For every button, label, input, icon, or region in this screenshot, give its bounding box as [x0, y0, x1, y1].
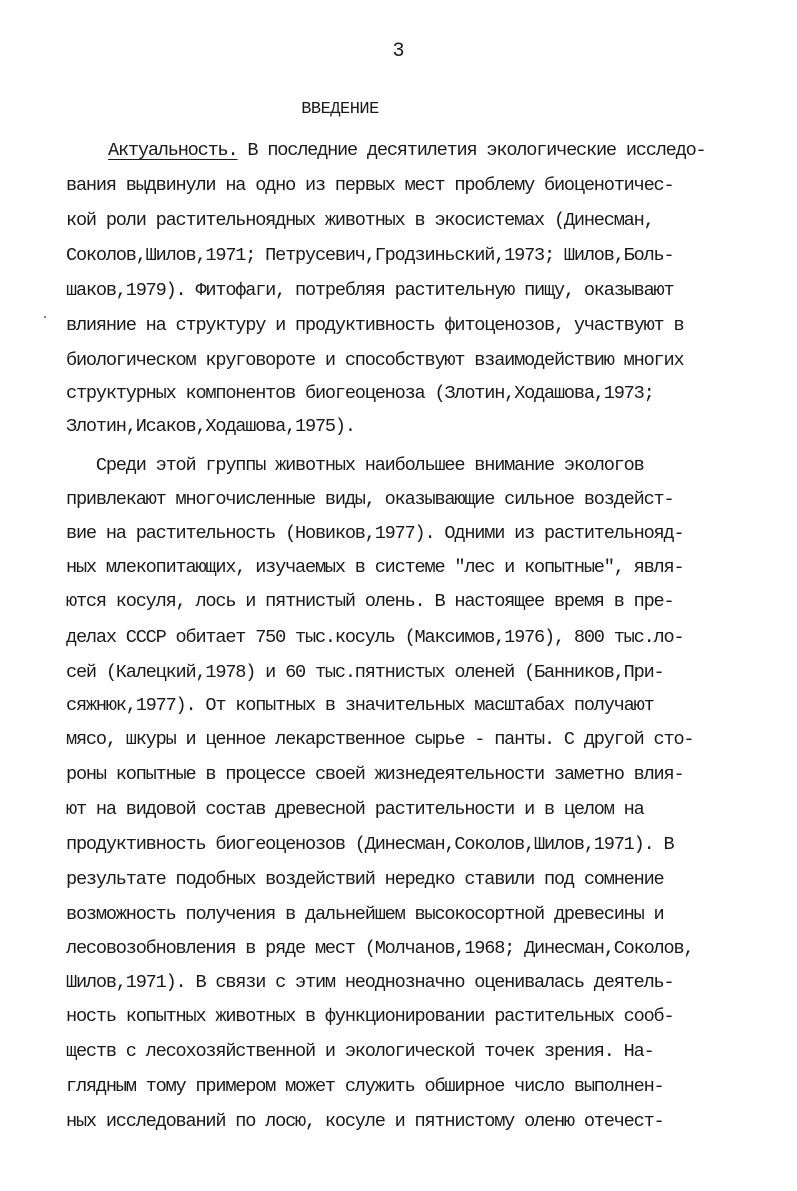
lead-term: Актуальность. — [108, 140, 238, 161]
paragraph2-line: глядным тому примером может служить обширное число выполнен- — [66, 1076, 664, 1097]
paragraph2-line: Шилов,1971). В связи с этим неоднозначно оценивалась деятель- — [66, 972, 674, 993]
paragraph2-line: возможность получения в дальнейшем высокосортной древесины и — [66, 904, 664, 925]
paragraph2-line: продуктивность биогеоценозов (Динесман,Соколов,Шилов,1971). В — [66, 834, 674, 855]
paragraph1-line: кой роли растительноядных животных в экосистемах (Динесман, — [66, 210, 654, 231]
paragraph1-line: шаков,1979). Фитофаги, потребляя растительную пищу, оказывают — [66, 280, 674, 301]
paragraph2-line: ются косуля, лось и пятнистый олень. В настоящее время в пре- — [66, 591, 674, 612]
paragraph2-line: сей (Калецкий,1978) и 60 тыс.пятнистых оленей (Банников,При- — [66, 662, 664, 683]
paragraph2-line: ют на видовой состав древесной растительности и в целом на — [66, 799, 644, 820]
paragraph1-line: вания выдвинули на одно из первых мест проблему биоценотичес- — [66, 175, 674, 196]
paragraph1-first-line-rest: В последние десятилетия экологические исследо- — [237, 140, 706, 161]
paragraph2-line: ных млекопитающих, изучаемых в системе "лес и копытные", явля- — [66, 557, 684, 578]
paragraph2-line: вие на растительность (Новиков,1977). Одними из растительнояд- — [66, 523, 684, 544]
paragraph1-line-0 — [108, 140, 706, 162]
section-title: ВВЕДЕНИЕ — [301, 100, 379, 119]
paragraph1-line: влияние на структуру и продуктивность фитоценозов, участвуют в — [66, 315, 684, 336]
paragraph2-line: сяжнюк,1977). От копытных в значительных масштабах получают — [66, 695, 654, 716]
paragraph1-line: Злотин,Исаков,Ходашова,1975). — [66, 416, 355, 437]
paragraph2-line: лесовозобновления в ряде мест (Молчанов,1968; Динесман,Соколов, — [66, 938, 694, 959]
paragraph2-line: ществ с лесохозяйственной и экологической точек зрения. На- — [66, 1041, 654, 1062]
paragraph1-line: биологическом круговороте и способствуют взаимодействию многих — [66, 350, 684, 371]
paragraph2-line: роны копытные в процессе своей жизнедеятельности заметно влия- — [66, 764, 684, 785]
paragraph2-line: делах СССР обитает 750 тыс.косуль (Максимов,1976), 800 тыс.ло- — [66, 627, 684, 648]
paragraph1-line: Соколов,Шилов,1971; Петрусевич,Гродзиньский,1973; Шилов,Боль- — [66, 245, 674, 266]
paragraph2-line: мясо, шкуры и ценное лекарственное сырье - панты. С другой сто- — [66, 729, 694, 750]
paragraph2-line: ных исследований по лосю, косуле и пятнистому оленю отечест- — [66, 1111, 664, 1132]
paragraph2-line: привлекают многочисленные виды, оказывающие сильное воздейст- — [66, 489, 674, 510]
page-number: 3 — [392, 40, 405, 63]
paragraph2-line: ность копытных животных в функционировании растительных сооб- — [66, 1006, 674, 1027]
stray-mark — [44, 316, 46, 318]
paragraph2-line: результате подобных воздействий нередко ставили под сомнение — [66, 869, 664, 890]
paragraph1-line: структурных компонентов биогеоценоза (Злотин,Ходашова,1973; — [66, 383, 654, 404]
paragraph2-line: Среди этой группы животных наибольшее внимание экологов — [66, 455, 644, 476]
